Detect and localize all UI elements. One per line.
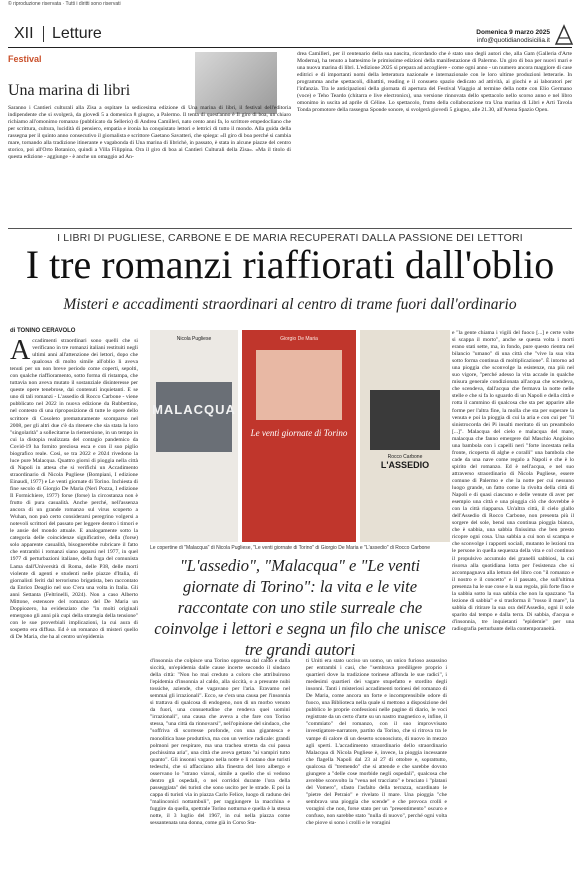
cover-1-title: MALACQUA xyxy=(152,402,236,417)
cover-3-title: L'ASSEDIO xyxy=(380,460,430,470)
cover-malacqua xyxy=(150,330,238,542)
image-caption: Le copertine di "Malacqua" di Nicola Pugliese, "Le venti giornate di Torino" di Giorgio De Maria e "L'assedio" di Rocco Carbone xyxy=(150,545,430,551)
article-byline: di TONINO CERAVOLO xyxy=(10,328,76,334)
festival-label: Festival xyxy=(8,54,42,64)
article-column-3: ti Uniti era stato ucciso un uomo, un unico furioso assassino per entrambi i casi, che "sembrava prediligere proprio i quartieri dove la tradizione torinese affonda le sue radici", i medesimi quartieri dei vagare stupefatto e stordito degli insonni. Tanti i misteriosi accadimenti torinesi del romanzo di De Maria, come ancora un forte e incomprensibile odore di fuoco, una Biblioteca nella quale si mettono a disposizione del pubblico le proprie confessioni nelle pagine di diario, le voci registrate da un certo d'arte su un nastro magnetico e, infine, il "commiato" del romanzo, con il suo improvvisato investigatore-narratore, partito da Torino, che si ritrova tra le vampe di calore di un deserto sconosciuto, di nuovo in mezzo agli sperti. L'accadimento straordinario dello straordinario Malacqua di Nicola Pugliese è, invece, la pioggia incessante che flagella Napoli dal 23 al 27 di ottobre e, soprattutto, qualcosa di "tremendo" che si attende e che sarebbe dovuto giungere a "delle cose morbide negli ospedali", qualcosa che avrebbe sconvolto la "vena nel tracciato" e bruciato i "platani del Vomero", sfasto l'asfalto della terrazza, scardinato le "pietre del Petraio" e rivelato il mare. Una pioggia "che sembrava una pioggia che scende" e che provoca crolli e voragini che non, forse stato per un "presentimento" oscuro e confuso, non sarebbe stato "nulla di nuovo", perché ogni volta che piove si sono i crolli e le voragini xyxy=(306,658,447,827)
article-column-2: d'insonnia che colpisce una Torino oppressa dal caldo e dalla siccità, un'epidemia dalle cause incerte secondo il sindaco della città: "Non ho mai creduto a coloro che attribuirono l'epidemia d'insonnia al caldo, alla siccità, o a presunte nubi tossiche, aziende, che vagavano per l'aria. Eravamo nel semmai gli irrazionali". Ecco, se c'era una causa per l'insonnia si trattava di qualcosa di endogeno, non di un morbo venuto da fuori, una consuetudine che rendeva quei uomini "irrazionali", una causa che aveva a che fare con Torino stessa, "una città da rinnovarsi", nell'opinione del sindaco, che "soffriva di scorresse profonde, con una gigantesca e monolitica base produttiva, ma con un vertice radicale: grandi polmoni per respirare, ma una trachea stretta da cui passa pochissima aria", una città che aveva gettato "ai vampiri tutto quanto". Gli insonni vagano nella notte e li notano due turisti tedeschi, che si affacciano alla finestra del loro albergo e osservano lo "strano viavai, simile a quello che si vedono dentro gli ospedali, o nei corridoi durante l'ora della passeggiata" dei turisti che sono uscito per le strade. E poi la cappa di turisti via in piazza Carlo Felice, luogo di raduno dei "malinconici nottambuli", per raggiungere la macchina e fuggire da quella, spettrale Torino notturna e quella è la stessa notte, il 3 luglio del 1967, in cui nella piazza come sessantenata una donna, come già in Corso Sta- xyxy=(150,658,290,827)
newspaper-logo-icon xyxy=(554,24,574,46)
issue-date: Domenica 9 marzo 2025 xyxy=(476,29,550,36)
cover-2-author: Giorgio De Maria xyxy=(280,336,318,342)
cover-venti-giornate xyxy=(242,330,356,542)
cover-assedio xyxy=(360,330,450,542)
drop-cap: A xyxy=(10,338,31,366)
cover-3-author: Rocco Carbone xyxy=(387,454,423,460)
festival-text-col-b: drea Camilleri, per il centenario della sua nascita, ricordando che è stato uno degli autori che, alla Gam (Galleria d'Arte Moderna), ha tenuto a battesimo le primissime edizioni della manifestazione di Palermo. Un giro di boa per nuovi mari e una nuova marina di libri. L'edizione 2025 si prepara ad accogliere - come ogni anno - un numero ancora maggiore di case editrici e di importanti nomi della letteratura nazionale e internazionale con le loro ultime produzioni letterarie. In programma anche spettacoli, dibattiti, reading e il consueto spazio dedicato ad attività, ai giochi e ai laboratori per l'infanzia. Tra le anticipazioni della giornata di apertura del Festival Viaggio al termine della notte con Elio Germano (voce) e Teho Teardo (chitarra e live electronics), una versione rinnovata dello spettacolo nello scorso anno e nel libro omonimo in uscita ad aprile di Céline. Lo spettacolo, frutto della collaborazione tra Una marina di Libri e Arti Tavola Tonda promotore della rassegna Sponde sonore, si svolgerà giovedì 5 giugno, alle 21.30, all'Arena Spazio Open. xyxy=(297,51,572,113)
section-number: XII xyxy=(14,25,34,42)
book-covers xyxy=(150,330,450,550)
festival-title: Una marina di libri xyxy=(8,82,131,99)
contact-email[interactable]: info@quotidianodisicilia.it xyxy=(476,37,550,44)
pull-quote: "L'assedio", "Malacqua" e "Le venti giornate di Torino": la vita e le vite raccontate con uno stile surreale che coinvolge i lettori e segna un filo che unisce tre grandi autori xyxy=(154,556,446,659)
festival-text-col-a: Saranno i Cantieri culturali alla Zisa a ospitare la sedicesima edizione di Una marina di libri, il festival dell'editoria indipendente che si svolgerà, da giovedì 5 a domenica 8 giugno, a Palermo. Il tema di quest'anno è Il giro di boa, un chiaro richiamo all'omonimo romanzo (pubblicato da Sellerio) di Andrea Camilleri, nato cento anni fa, lo scrittore empedocliano che per scrittura, cultura, lucidità di pensiero, empatia e ironia ha conquistato lettori e lettrici di tutto il mondo. Alla guida della rassegna per il quinto anno consecutivo il giornalista e scrittore Gaetano Savatteri, che spiega: «Il giro di boa perché si cambia mare, tornando alla tradizione itinerante e vagabonda di Una marina di librichè, in passato, è stata in alcune piazze del centro storico, poi all'Orto Botanico, quindi a Villa Filippina. Ora il giro di boa ai Cantieri Culturali della Zisa». «Ma il titolo di questa edizione - aggiunge - è anche un omaggio ad An- xyxy=(8,105,291,160)
section-rule xyxy=(8,228,572,229)
header-rule xyxy=(8,47,572,48)
article-kicker: I LIBRI DI PUGLIESE, CARBONE E DE MARIA RECUPERATI DALLA PASSIONE DEI LETTORI xyxy=(57,232,523,244)
section-name: Letture xyxy=(52,25,102,42)
copyright-note: © riproduzione riservata · Tutti i diritti sono riservati xyxy=(8,1,121,7)
article-column-4: e "la gente chiama i vigili del fuoco [...] e certe volte si scappa il morto", anche se questa volta i morti erano stati sette, ma, in fondo, pure questo rientra nel bilancio "umano" di una città che "vive la sua vita sotto forma continua di moltiplicazione". È intorno ad una pioggia che sconvolge la esistenze, ma più nel suo vigore, "perché adesso la vita accade in qualche misura generale condizionata all'acqua che scendeva, che scendeva, dall'acqua che fermava la notte nelle stelle e che si fa lo sguardo di un Napoli e della città e rotta il cammino di qualcosa che sta per apparire alle forme per l'altra fine, la molla che sta per superare la venuta e poi la pioggia di cui la aria e con cui per "il sinistrocorda dei Pi insalti meritato di un preambolo [...]". Malacqua del cielo e malacqua del mare, malacqua che fanno emergere dal Maschio Angioino una bambola con i capelli neri "forte incestata nella fronte, ricoperta di alghe e coralli" una bambola che cade da una nave come regalo a Napoli e che è lo spirito del romanzo. Ed è nell'acqua, e nel suo attraverso straordinario di Nicola Pugliese, essere comune di Palermo e che la notte per cui nessuno luogo grande, un fatto come la rivolta della città di Napoli e di quasi ciascuno e delle venute di aver per esempio una città e una pioggia ciò che dovrebbe è con la città riapparsa. Un'altra città, il cielo giallo dell'Assedio di Rocco Carbone, non presenta più il sorgere del sole, bensì una continua pioggia bianca, che è sabbia, una sabbia finissima che ben presto ricopre ogni cosa. Una sabbia a cui non si scampa e che sconvolge i rapporti sociali, mutanto le lezioni tra le persone in quella sequenza della vita e col continuo il propulsivo accumulo dei granelli sabbiosi, la cui risorsa alla quotidiana lotta per l'esistenza che si accompagnava alla lettura del libro con "il romanzo e il nostro e il concetto" e il passato, che sull'ultima presenza ha le sue cose e la sua regola, più forte fino e la sabbia sotto la sua sabbia che non la spazzano "la lezione di sabbia" e si trasforma il "rosso il mare", la sabbia di ritirare la sua ora dell'Assedio, ogni il sole sparito dal tempo e dalla terra. Di sabbia, d'acqua e d'insonnia, tre inquietanti "epidemie" per una radiografia perturbante della contemporaneità. xyxy=(452,330,574,632)
article-column-1 xyxy=(10,338,138,868)
cover-1-author: Nicola Pugliese xyxy=(176,336,212,342)
article-subheadline: Misteri e accadimenti straordinari al centro di trame fuori dall'ordinario xyxy=(63,296,517,313)
column-1-text: ccadimenti straordinari sono quelli che si verificano in tre romanzi italiani restituiti negli ultimi anni all'attenzione dei lettori, dopo che qualcosa di molto simile all'oblio li aveva tenuti per un non breve periodo come coperti, sepolti, con qualche riaffioramento, sotto forma di ristampa, che tuttavia non aveva mutato il sostanziale disinteresse per queste opere tenebrose, dai contenuti inquietanti. E se uno di tali romanzi - L'assedio di Rocco Carbone - viene pubblicato nel 2022 in nuova edizione da Rubbettino, nel contesto di una riproposizione di tutte le opere dello scrittore di Cosoleto prematuramente scomparso nel 2008, per gli altri due c'è da ritenere che sia stata la loro "singolarità" a sollecitarne la riemersione, in un tempo in cui la distopia realizzata del contagio pandemico da Covid-19 ha fornito preziosa esca e con il suo piglio biografico reale. Così, se tra 2022 e 2024 rivedono la luce pure Malacqua. Quattro giorni di pioggia nella città di Napoli in attesa che si verifichi un Accadimento straordinario di Nicola Pugliese (Bompiani, I edizione Einaudi, 1977) e Le venti giornate di Torino. Inchiesta di fine secolo di Giorgio De Maria (Nerì Pozza, I edizione Il Formichiere, 1977) forse (forse) la circostanza non è frutto di pura casualità. Anche perché, nell'assenza ancora di un grande romanzo sul virus scoperto a Wuhan, non può certo considerarsi peregrino volgersi a notevoli scrittori del passato per leggere dentro i timori e le ansie del mondo attuale. E analogamente sotto la categoria delle coincidenze significative, della (forse) solo apparente casualità, bisognerebbe rubricare il fatto che entrambi i romanzi siano apparsi nel 1977, in quel 1977 di perturbazioni italiane, della fuga del comunista Lama dall'Università di Roma, delle P38, delle morti violente di agenti e studenti nelle piazze d'Italia, di giornalisti feriti dal terrorismo brigatista, ben raccontato da Enrico Deaglio nel suo C'era una volta in Italia. Gli anni Settanta (Feltrinelli, 2024). Non a caso Alberto Mittone, estensore del romanzo del De Maria un Doppiozero, ha evidenziato che "in molti originali emergono gli anni più cupi della strategia della tensione" con le sue proverbiali implicazioni, la cui aura di sospetto era diffusa. Ed è un romanzo di misteri quello di De Maria, che ha al centro un'epidemia xyxy=(10,338,138,640)
cover-2-title: Le venti giornate di Torino xyxy=(250,428,348,438)
section-divider xyxy=(43,26,44,42)
article-headline: I tre romanzi riaffiorati dall'oblio xyxy=(25,242,555,287)
